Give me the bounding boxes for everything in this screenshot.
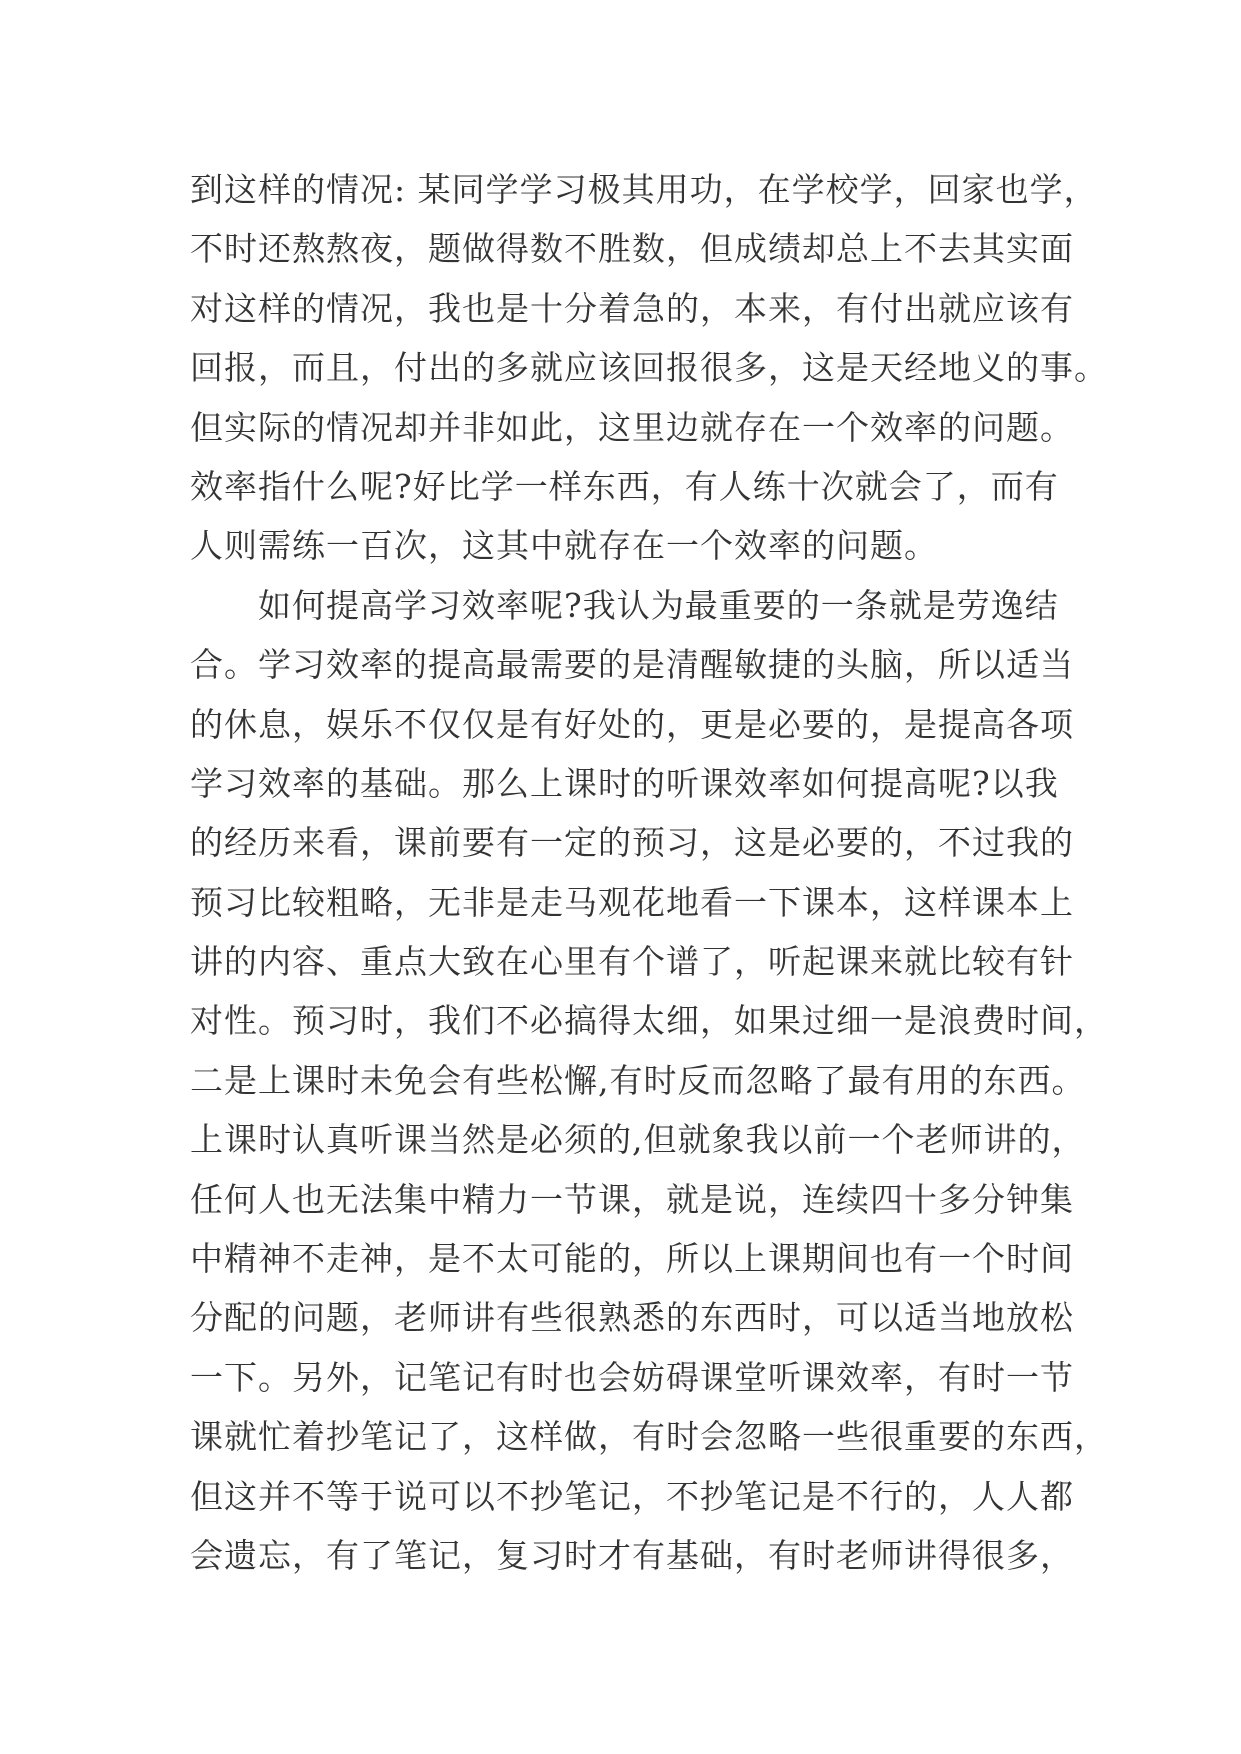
text-line: 但实际的情况却并非如此，这里边就存在一个效率的问题。 [190,407,1074,447]
text-line: 上课时认真听课当然是必须的,但就象我以前一个老师讲的， [190,1120,1086,1160]
text-line: 合。学习效率的提高最需要的是清醒敏捷的头脑，所以适当 [190,645,1074,685]
text-line: 的休息，娱乐不仅仅是有好处的，更是必要的，是提高各项 [190,704,1074,744]
text-line: 回报，而且，付出的多就应该回报很多，这是天经地义的事。 [190,348,1108,388]
text-line: 中精神不走神，是不太可能的，所以上课期间也有一个时间 [190,1239,1074,1279]
text-line: 如何提高学习效率呢?我认为最重要的一条就是劳逸结 [190,585,1059,625]
body-text [190,160,1108,1585]
text-line: 但这并不等于说可以不抄笔记，不抄笔记是不行的，人人都 [190,1476,1074,1516]
text-line: 会遗忘，有了笔记，复习时才有基础，有时老师讲得很多， [190,1535,1074,1575]
text-line: 讲的内容、重点大致在心里有个谱了，听起课来就比较有针 [190,942,1074,982]
text-line: 预习比较粗略，无非是走马观花地看一下课本，这样课本上 [190,882,1074,922]
text-line: 学习效率的基础。那么上课时的听课效率如何提高呢?以我 [190,763,1059,803]
text-line: 效率指什么呢?好比学一样东西，有人练十次就会了，而有 [190,466,1059,506]
text-line: 对性。预习时，我们不必搞得太细，如果过细一是浪费时间， [190,1001,1108,1041]
text-line: 人则需练一百次，这其中就存在一个效率的问题。 [190,526,938,566]
text-line: 不时还熬熬夜，题做得数不胜数，但成绩却总上不去其实面 [190,229,1074,269]
text-line: 的经历来看，课前要有一定的预习，这是必要的，不过我的 [190,823,1074,863]
text-line: 一下。另外，记笔记有时也会妨碍课堂听课效率，有时一节 [190,1357,1074,1397]
text-line: 任何人也无法集中精力一节课，就是说，连续四十多分钟集 [190,1179,1074,1219]
text-line: 二是上课时未免会有些松懈,有时反而忽略了最有用的东西。 [190,1060,1086,1100]
text-line: 到这样的情况: 某同学学习极其用功，在学校学，回家也学， [190,170,1098,209]
text-line: 对这样的情况，我也是十分着急的，本来，有付出就应该有 [190,288,1074,328]
text-line: 课就忙着抄笔记了，这样做，有时会忽略一些很重要的东西， [190,1417,1108,1457]
text-line: 分配的问题，老师讲有些很熟悉的东西时，可以适当地放松 [190,1298,1074,1338]
